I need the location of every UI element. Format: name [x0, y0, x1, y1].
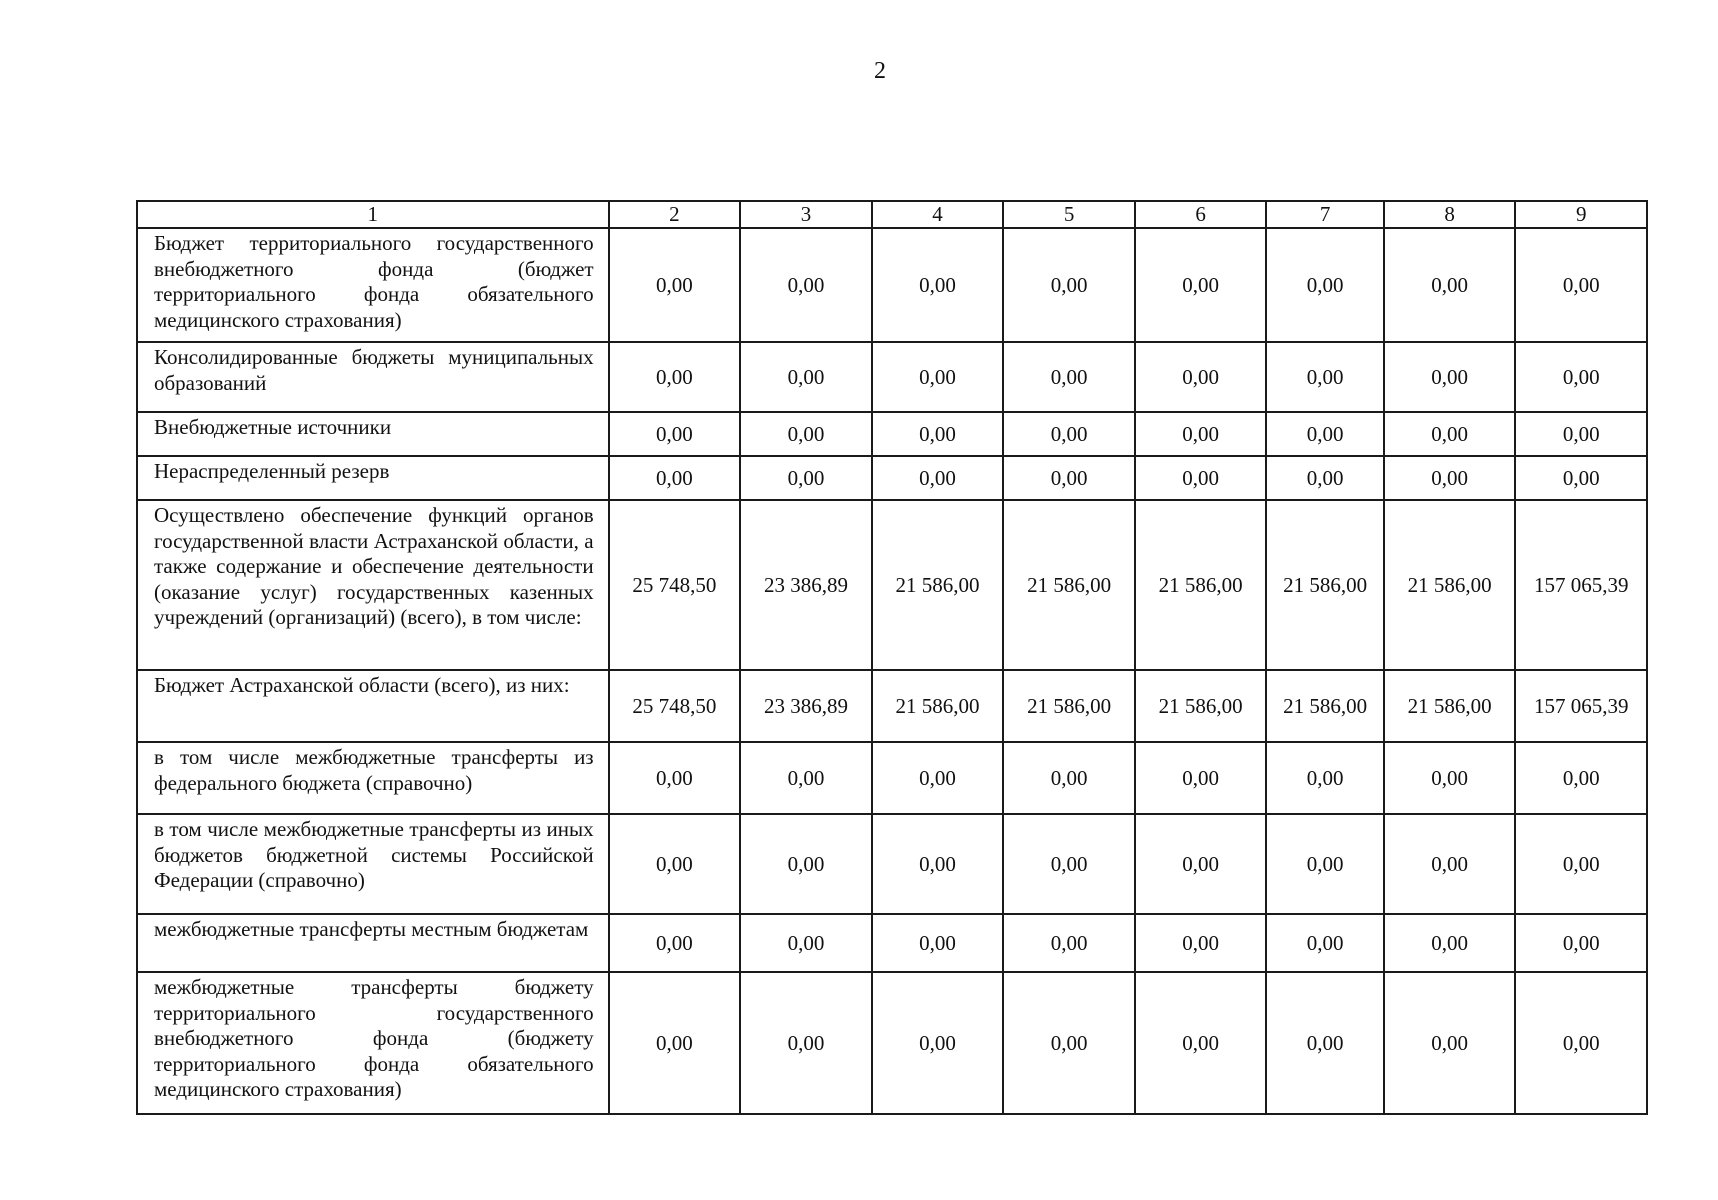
- row-value: 21 586,00: [872, 670, 1004, 742]
- row-label: в том числе межбюджетные трансферты из федерального бюджета (справочно): [137, 742, 609, 814]
- table-row: [137, 412, 1647, 456]
- row-label: межбюджетные трансферты бюджету территориального государственного внебюджетного фонда (бюджету территориального фонда обязательного медицинского страхования): [137, 972, 609, 1114]
- column-number-8: 8: [1384, 201, 1516, 228]
- row-value: 21 586,00: [1384, 500, 1516, 670]
- budget-table: [136, 200, 1648, 1115]
- row-value: 0,00: [1515, 972, 1647, 1114]
- row-value: 0,00: [1003, 456, 1135, 500]
- row-label: Бюджет Астраханской области (всего), из них:: [137, 670, 609, 742]
- row-value: 0,00: [1003, 228, 1135, 342]
- column-number-9: 9: [1515, 201, 1647, 228]
- row-value: 0,00: [1135, 914, 1267, 972]
- row-value: 23 386,89: [740, 500, 872, 670]
- row-value: 0,00: [609, 412, 741, 456]
- row-value: 0,00: [1266, 972, 1383, 1114]
- row-value: 0,00: [1003, 914, 1135, 972]
- row-label: Внебюджетные источники: [137, 412, 609, 456]
- column-number-3: 3: [740, 201, 872, 228]
- row-value: 0,00: [872, 742, 1004, 814]
- row-label: Осуществлено обеспечение функций органов государственной власти Астраханской области, а также содержание и обеспечение деятельности (оказание услуг) государственных казенных учреждений (организаций) (всего), в том числе:: [137, 500, 609, 670]
- row-value: 0,00: [609, 814, 741, 914]
- row-value: 21 586,00: [1003, 500, 1135, 670]
- row-value: 0,00: [740, 228, 872, 342]
- row-value: 0,00: [1384, 972, 1516, 1114]
- row-value: 0,00: [1515, 228, 1647, 342]
- row-value: 0,00: [1266, 412, 1383, 456]
- table-row: [137, 500, 1647, 670]
- row-value: 0,00: [1384, 342, 1516, 412]
- table-row: [137, 972, 1647, 1114]
- header-row: [137, 201, 1647, 228]
- row-value: 0,00: [609, 342, 741, 412]
- row-value: 0,00: [1515, 742, 1647, 814]
- row-value: 0,00: [1266, 914, 1383, 972]
- row-value: 0,00: [1384, 228, 1516, 342]
- row-value: 0,00: [1266, 456, 1383, 500]
- row-value: 0,00: [872, 412, 1004, 456]
- row-value: 0,00: [740, 342, 872, 412]
- row-value: 0,00: [740, 914, 872, 972]
- page-number: 2: [874, 58, 886, 84]
- row-value: 21 586,00: [1003, 670, 1135, 742]
- column-number-2: 2: [609, 201, 741, 228]
- row-value: 0,00: [1266, 228, 1383, 342]
- row-value: 0,00: [1384, 412, 1516, 456]
- row-value: 0,00: [1515, 412, 1647, 456]
- row-value: 157 065,39: [1515, 670, 1647, 742]
- row-value: 0,00: [740, 742, 872, 814]
- table-row: [137, 814, 1647, 914]
- row-value: 0,00: [609, 914, 741, 972]
- row-value: 0,00: [1135, 412, 1267, 456]
- row-value: 0,00: [1003, 972, 1135, 1114]
- row-value: 0,00: [1384, 742, 1516, 814]
- table-row: [137, 456, 1647, 500]
- row-label: Нераспределенный резерв: [137, 456, 609, 500]
- row-value: 0,00: [1135, 742, 1267, 814]
- table-row: [137, 742, 1647, 814]
- row-value: 0,00: [609, 742, 741, 814]
- row-value: 0,00: [872, 342, 1004, 412]
- row-value: 21 586,00: [1135, 500, 1267, 670]
- row-value: 0,00: [1003, 342, 1135, 412]
- row-value: 0,00: [872, 456, 1004, 500]
- row-value: 21 586,00: [1384, 670, 1516, 742]
- row-value: 0,00: [740, 814, 872, 914]
- row-value: 0,00: [1135, 342, 1267, 412]
- column-number-5: 5: [1003, 201, 1135, 228]
- row-value: 0,00: [740, 972, 872, 1114]
- row-value: 0,00: [872, 228, 1004, 342]
- row-value: 0,00: [609, 972, 741, 1114]
- row-value: 0,00: [1515, 456, 1647, 500]
- table-row: [137, 342, 1647, 412]
- row-value: 0,00: [1515, 814, 1647, 914]
- column-number-1: 1: [137, 201, 609, 228]
- row-label: в том числе межбюджетные трансферты из иных бюджетов бюджетной системы Российской Федерации (справочно): [137, 814, 609, 914]
- table-body: [137, 228, 1647, 1114]
- row-value: 0,00: [609, 228, 741, 342]
- row-value: 21 586,00: [1266, 670, 1383, 742]
- row-value: 0,00: [1515, 914, 1647, 972]
- row-value: 23 386,89: [740, 670, 872, 742]
- row-value: 0,00: [1135, 814, 1267, 914]
- row-value: 0,00: [872, 814, 1004, 914]
- row-label: межбюджетные трансферты местным бюджетам: [137, 914, 609, 972]
- row-value: 0,00: [1266, 814, 1383, 914]
- row-label: Бюджет территориального государственного внебюджетного фонда (бюджет территориального фонда обязательного медицинского страхования): [137, 228, 609, 342]
- row-value: 0,00: [1266, 742, 1383, 814]
- row-value: 0,00: [1135, 972, 1267, 1114]
- row-value: 0,00: [1266, 342, 1383, 412]
- row-value: 0,00: [1384, 814, 1516, 914]
- table-row: [137, 914, 1647, 972]
- row-value: 0,00: [609, 456, 741, 500]
- row-value: 0,00: [1384, 456, 1516, 500]
- row-value: 25 748,50: [609, 670, 741, 742]
- row-value: 0,00: [740, 412, 872, 456]
- column-number-6: 6: [1135, 201, 1267, 228]
- column-number-4: 4: [872, 201, 1004, 228]
- row-value: 25 748,50: [609, 500, 741, 670]
- table-header: [137, 201, 1647, 228]
- row-value: 0,00: [1003, 412, 1135, 456]
- row-value: 0,00: [872, 972, 1004, 1114]
- row-value: 0,00: [1384, 914, 1516, 972]
- row-value: 0,00: [1515, 342, 1647, 412]
- row-value: 0,00: [1003, 814, 1135, 914]
- row-value: 157 065,39: [1515, 500, 1647, 670]
- row-value: 0,00: [1135, 456, 1267, 500]
- row-value: 21 586,00: [1135, 670, 1267, 742]
- row-value: 0,00: [872, 914, 1004, 972]
- row-value: 21 586,00: [872, 500, 1004, 670]
- table-row: [137, 228, 1647, 342]
- row-label: Консолидированные бюджеты муниципальных образований: [137, 342, 609, 412]
- column-number-7: 7: [1266, 201, 1383, 228]
- table-row: [137, 670, 1647, 742]
- row-value: 0,00: [1003, 742, 1135, 814]
- row-value: 21 586,00: [1266, 500, 1383, 670]
- row-value: 0,00: [740, 456, 872, 500]
- row-value: 0,00: [1135, 228, 1267, 342]
